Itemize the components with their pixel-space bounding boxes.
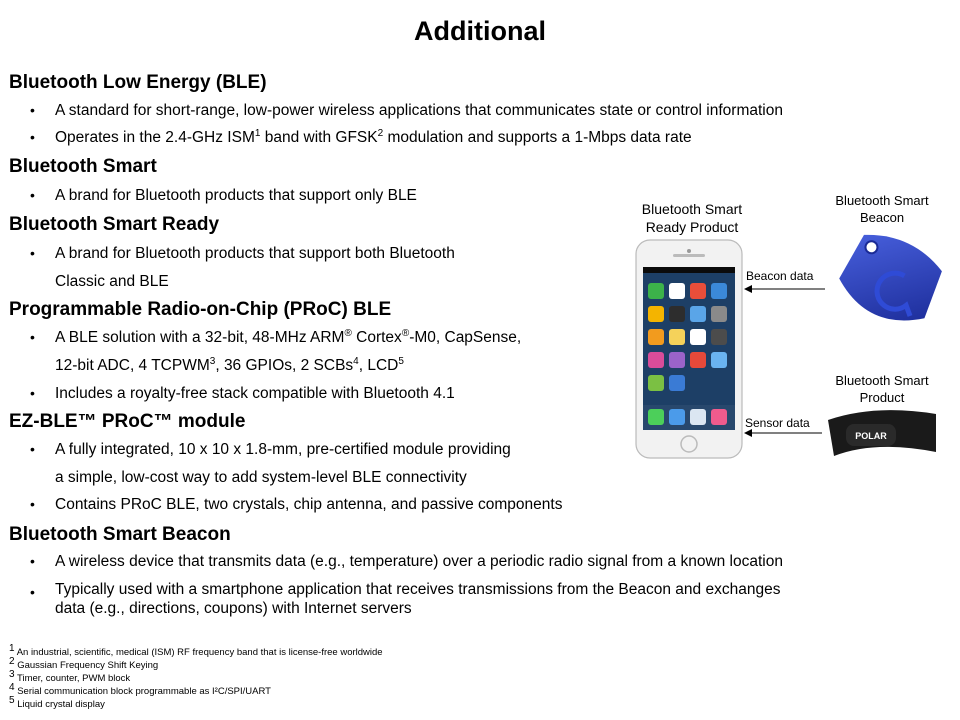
product-label: Bluetooth Smart Product bbox=[835, 373, 929, 405]
bullet-icon: • bbox=[30, 129, 35, 145]
heading-bluetooth-smart-ready: Bluetooth Smart Ready bbox=[9, 214, 220, 235]
bullet-icon: • bbox=[30, 102, 35, 118]
bullet-icon: • bbox=[30, 441, 35, 457]
bullet-icon: • bbox=[30, 187, 35, 203]
slide-title: Additional bbox=[414, 16, 546, 46]
smartphone-image bbox=[636, 240, 742, 458]
bullet-icon: • bbox=[30, 584, 35, 600]
bullet-icon: • bbox=[30, 245, 35, 261]
bullet-icon: • bbox=[30, 496, 35, 512]
footnote-3: 3 Timer, counter, PWM block bbox=[9, 668, 131, 684]
heading-proc-ble: Programmable Radio-on-Chip (PRoC) BLE bbox=[9, 299, 392, 320]
bullet-text: Operates in the 2.4-GHz ISM$^1$ band with GFSK$^2$ modulation and supports a 1-Mbps data rate bbox=[55, 127, 692, 146]
footnote-1: 1 An industrial, scientific, medical (ISM) RF frequency band that is license-free worldwide bbox=[9, 642, 383, 658]
bullet-text: A brand for Bluetooth products that support only BLE bbox=[55, 187, 417, 204]
bullet-text: A brand for Bluetooth products that support both Bluetooth bbox=[55, 245, 455, 262]
bullet-text: Contains PRoC BLE, two crystals, chip antenna, and passive components bbox=[55, 496, 563, 513]
bullet-icon: • bbox=[30, 329, 35, 345]
phone-label: Bluetooth Smart Ready Product bbox=[641, 201, 743, 235]
bullet-text-cont: 12-bit ADC, 4 TCPWM$^3$, 36 GPIOs, 2 SCBs$^4$, LCD$^5$ bbox=[55, 355, 404, 374]
strap-brand: POLAR bbox=[855, 431, 887, 441]
heading-ble: Bluetooth Low Energy (BLE) bbox=[9, 72, 267, 93]
heading-bluetooth-smart: Bluetooth Smart bbox=[9, 156, 157, 177]
bullet-text: A wireless device that transmits data (e.g., temperature) over a periodic radio signal from a known location bbox=[55, 553, 783, 570]
bullet-text: A fully integrated, 10 x 10 x 1.8-mm, pre-certified module providing bbox=[55, 441, 511, 458]
beacon-data-label: Beacon data bbox=[746, 269, 814, 283]
footnote-2: 2 Gaussian Frequency Shift Keying bbox=[9, 655, 159, 671]
sensor-data-label: Sensor data bbox=[745, 416, 810, 430]
footnote-5: 5 Liquid crystal display bbox=[9, 694, 105, 710]
beacon-label: Bluetooth Smart Beacon bbox=[835, 193, 929, 225]
footnote-4: 4 Serial communication block programmable as I²C/SPI/UART bbox=[9, 681, 271, 697]
beacon-device-image bbox=[832, 223, 950, 334]
bullet-text: Includes a royalty-free stack compatible with Bluetooth 4.1 bbox=[55, 385, 455, 402]
sensor-strap-image bbox=[828, 410, 936, 456]
bullet-text: A standard for short-range, low-power wireless applications that communicates state or control information bbox=[55, 102, 783, 119]
bullet-text-cont: Classic and BLE bbox=[55, 273, 169, 290]
bullet-icon: • bbox=[30, 553, 35, 569]
bullet-text: A BLE solution with a 32-bit, 48-MHz ARM® Cortex®-M0, CapSense, bbox=[55, 327, 522, 346]
bullet-text: Typically used with a smartphone application that receives transmissions from the Beacon and exchanges data (e.g., directions, coupons) with Internet servers bbox=[55, 581, 781, 618]
bullet-icon: • bbox=[30, 385, 35, 401]
bullet-text-cont: a simple, low-cost way to add system-level BLE connectivity bbox=[55, 469, 467, 486]
heading-bluetooth-smart-beacon: Bluetooth Smart Beacon bbox=[9, 524, 231, 545]
heading-ez-ble-module: EZ-BLE™ PRoC™ module bbox=[9, 411, 246, 432]
